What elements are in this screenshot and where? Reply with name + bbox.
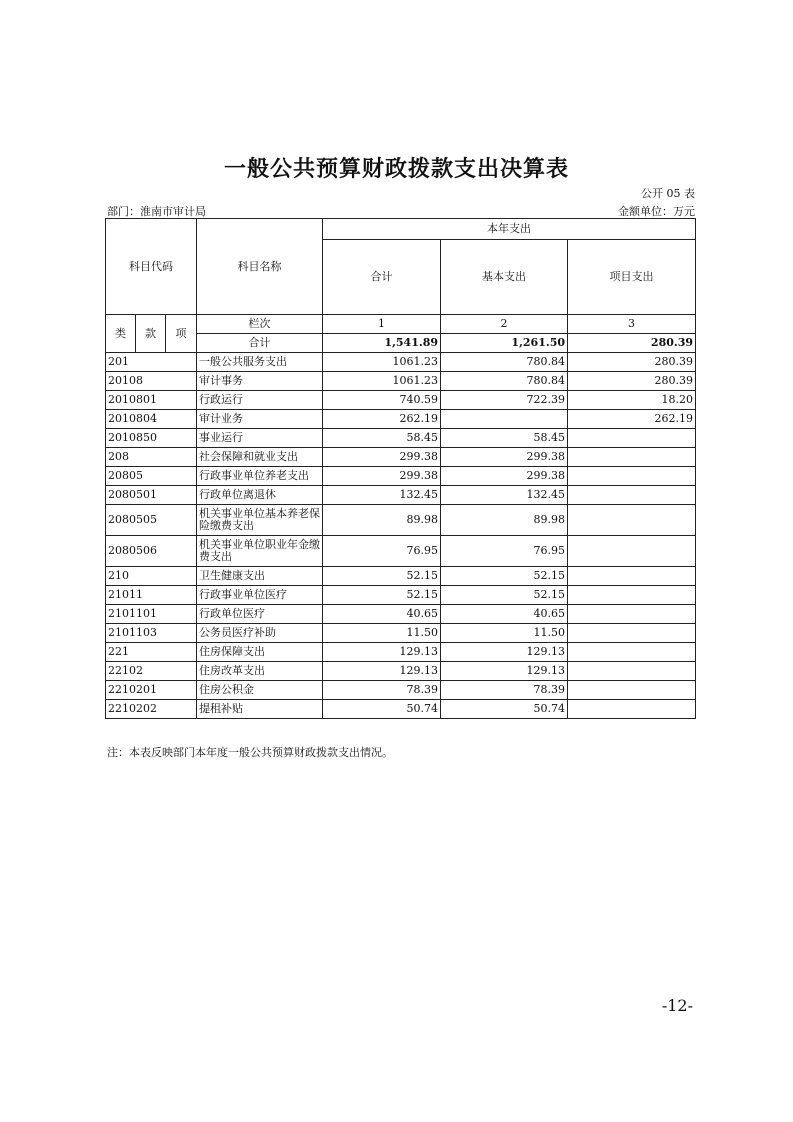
row-total: 52.15 [323, 586, 441, 605]
row-project: 280.39 [568, 353, 696, 372]
row-name: 行政单位医疗 [197, 605, 323, 624]
row-basic: 52.15 [441, 567, 568, 586]
row-name: 审计业务 [197, 410, 323, 429]
row-project [568, 448, 696, 467]
table-row [106, 681, 696, 700]
row-project: 18.20 [568, 391, 696, 410]
row-name: 审计事务 [197, 372, 323, 391]
row-project [568, 643, 696, 662]
row-project [568, 662, 696, 681]
table-row [106, 643, 696, 662]
row-basic: 78.39 [441, 681, 568, 700]
column-index-2: 2 [441, 315, 568, 334]
row-total: 262.19 [323, 410, 441, 429]
row-project [568, 429, 696, 448]
total-label: 合计 [197, 334, 323, 353]
row-code: 2101101 [106, 605, 197, 624]
row-basic: 89.98 [441, 505, 568, 536]
row-name: 提租补贴 [197, 700, 323, 719]
row-basic: 132.45 [441, 486, 568, 505]
row-code: 21011 [106, 586, 197, 605]
row-name: 卫生健康支出 [197, 567, 323, 586]
row-code: 210 [106, 567, 197, 586]
row-total: 89.98 [323, 505, 441, 536]
table-row [106, 353, 696, 372]
row-basic: 299.38 [441, 448, 568, 467]
column-index-1: 1 [323, 315, 441, 334]
row-total: 52.15 [323, 567, 441, 586]
row-project [568, 505, 696, 536]
row-project: 262.19 [568, 410, 696, 429]
header-xiang: 项 [166, 315, 197, 353]
row-total: 40.65 [323, 605, 441, 624]
amount-unit-label: 金额单位：万元 [618, 205, 695, 218]
table-row [106, 700, 696, 719]
row-code: 2080506 [106, 536, 197, 567]
row-total: 50.74 [323, 700, 441, 719]
row-name: 行政运行 [197, 391, 323, 410]
row-project [568, 586, 696, 605]
row-project [568, 486, 696, 505]
table-row [106, 536, 696, 567]
row-name: 社会保障和就业支出 [197, 448, 323, 467]
row-name: 机关事业单位基本养老保险缴费支出 [197, 505, 323, 536]
row-name: 行政单位离退休 [197, 486, 323, 505]
row-total: 299.38 [323, 467, 441, 486]
row-name: 住房改革支出 [197, 662, 323, 681]
page-number: -12- [661, 996, 693, 1015]
row-total: 1061.23 [323, 353, 441, 372]
total-basic: 1,261.50 [441, 334, 568, 353]
header-lei: 类 [106, 315, 136, 353]
total-amount: 1,541.89 [323, 334, 441, 353]
form-number: 公开 05 表 [641, 187, 695, 200]
table-row [106, 410, 696, 429]
row-basic: 76.95 [441, 536, 568, 567]
row-name: 行政事业单位医疗 [197, 586, 323, 605]
row-code: 2080505 [106, 505, 197, 536]
row-code: 2101103 [106, 624, 197, 643]
table-row [106, 505, 696, 536]
page-title: 一般公共预算财政拨款支出决算表 [223, 156, 569, 182]
row-project [568, 700, 696, 719]
header-name: 科目名称 [197, 219, 323, 315]
row-basic: 722.39 [441, 391, 568, 410]
row-basic: 11.50 [441, 624, 568, 643]
table-row [106, 391, 696, 410]
header-code: 科目代码 [106, 219, 197, 315]
row-basic: 50.74 [441, 700, 568, 719]
column-index-3: 3 [568, 315, 696, 334]
row-basic: 780.84 [441, 372, 568, 391]
row-basic: 58.45 [441, 429, 568, 448]
row-code: 2010850 [106, 429, 197, 448]
row-project [568, 681, 696, 700]
row-total: 132.45 [323, 486, 441, 505]
table-row [106, 448, 696, 467]
header-project: 项目支出 [568, 240, 696, 315]
expenditure-table [105, 218, 696, 719]
table-row [106, 567, 696, 586]
row-total: 740.59 [323, 391, 441, 410]
row-basic: 129.13 [441, 662, 568, 681]
row-project: 280.39 [568, 372, 696, 391]
row-name: 一般公共服务支出 [197, 353, 323, 372]
row-code: 20108 [106, 372, 197, 391]
row-basic: 40.65 [441, 605, 568, 624]
table-row [106, 467, 696, 486]
row-total: 1061.23 [323, 372, 441, 391]
table-row [106, 586, 696, 605]
row-project [568, 605, 696, 624]
header-basic: 基本支出 [441, 240, 568, 315]
row-total: 58.45 [323, 429, 441, 448]
header-kuan: 款 [136, 315, 166, 353]
row-code: 2010804 [106, 410, 197, 429]
row-code: 208 [106, 448, 197, 467]
department-label: 部门：淮南市审计局 [107, 205, 206, 218]
row-code: 2010801 [106, 391, 197, 410]
header-row-1 [106, 219, 696, 240]
row-basic [441, 410, 568, 429]
row-total: 299.38 [323, 448, 441, 467]
row-name: 事业运行 [197, 429, 323, 448]
row-code: 2210201 [106, 681, 197, 700]
row-name: 行政事业单位养老支出 [197, 467, 323, 486]
table-row [106, 605, 696, 624]
row-basic: 299.38 [441, 467, 568, 486]
table-row [106, 624, 696, 643]
row-total: 76.95 [323, 536, 441, 567]
header-year-expense: 本年支出 [323, 219, 696, 240]
table-row [106, 372, 696, 391]
row-project [568, 567, 696, 586]
row-project [568, 536, 696, 567]
row-basic: 129.13 [441, 643, 568, 662]
row-name: 公务员医疗补助 [197, 624, 323, 643]
header-total: 合计 [323, 240, 441, 315]
row-name: 机关事业单位职业年金缴费支出 [197, 536, 323, 567]
row-total: 129.13 [323, 643, 441, 662]
row-name: 住房公积金 [197, 681, 323, 700]
total-project: 280.39 [568, 334, 696, 353]
row-name: 住房保障支出 [197, 643, 323, 662]
row-total: 78.39 [323, 681, 441, 700]
row-project [568, 467, 696, 486]
row-code: 20805 [106, 467, 197, 486]
row-code: 201 [106, 353, 197, 372]
table-row [106, 662, 696, 681]
table-note: 注：本表反映部门本年度一般公共预算财政拨款支出情况。 [107, 746, 393, 759]
row-code: 2210202 [106, 700, 197, 719]
column-index-row [106, 315, 696, 334]
row-code: 22102 [106, 662, 197, 681]
row-basic: 780.84 [441, 353, 568, 372]
row-total: 11.50 [323, 624, 441, 643]
row-total: 129.13 [323, 662, 441, 681]
row-basic: 52.15 [441, 586, 568, 605]
row-code: 221 [106, 643, 197, 662]
table-row [106, 486, 696, 505]
table-row [106, 429, 696, 448]
header-lanci: 栏次 [197, 315, 323, 334]
row-code: 2080501 [106, 486, 197, 505]
row-project [568, 624, 696, 643]
